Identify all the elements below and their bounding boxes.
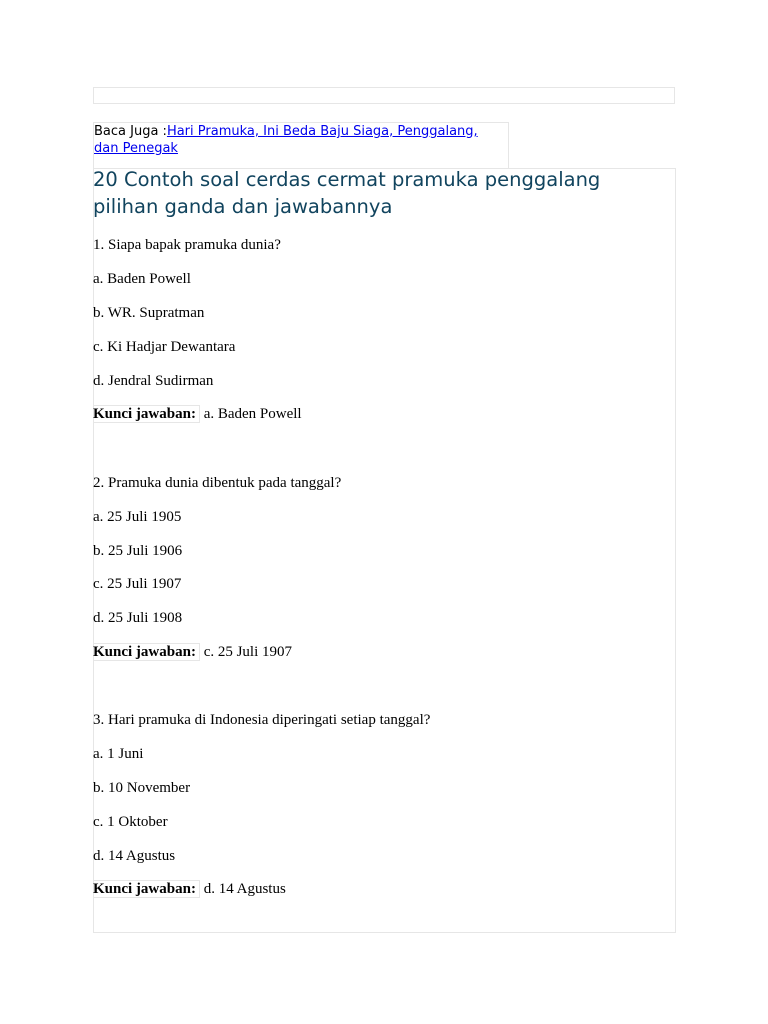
baca-juga-box [93, 122, 509, 168]
question-1: 1. Siapa bapak pramuka dunia? [93, 237, 281, 253]
answer-key-label: Kunci jawaban: [93, 880, 200, 898]
answer-value: a. Baden Powell [203, 406, 302, 422]
question-1-answer [93, 405, 302, 423]
question-1-option-d: d. Jendral Sudirman [93, 373, 214, 389]
question-3-option-d: d. 14 Agustus [93, 848, 176, 864]
question-1-option-b: b. WR. Supratman [93, 305, 205, 321]
article-title: 20 Contoh soal cerdas cermat pramuka penggalang pilihan ganda dan jawabannya [93, 168, 601, 218]
baca-juga-link-line2: dan Penegak [94, 141, 178, 156]
question-2-option-c: c. 25 Juli 1907 [93, 576, 182, 592]
question-2-option-a: a. 25 Juli 1905 [93, 509, 182, 525]
question-3-option-c: c. 1 Oktober [93, 814, 168, 830]
question-3-option-a: a. 1 Juni [93, 746, 144, 762]
baca-juga-text [94, 123, 506, 157]
top-empty-frame [93, 87, 675, 104]
answer-key-label: Kunci jawaban: [93, 643, 200, 661]
baca-juga-prefix: Baca Juga : [94, 124, 167, 139]
answer-value: d. 14 Agustus [203, 881, 286, 897]
question-2-answer [93, 643, 292, 661]
question-2-option-d: d. 25 Juli 1908 [93, 610, 183, 626]
question-3-answer [93, 880, 286, 898]
question-3-option-b: b. 10 November [93, 780, 191, 796]
question-2: 2. Pramuka dunia dibentuk pada tanggal? [93, 475, 342, 491]
answer-value: c. 25 Juli 1907 [203, 644, 293, 660]
question-1-option-c: c. Ki Hadjar Dewantara [93, 339, 236, 355]
question-3: 3. Hari pramuka di Indonesia diperingati setiap tanggal? [93, 712, 431, 728]
question-1-option-a: a. Baden Powell [93, 271, 191, 287]
baca-juga-link-line1: Hari Pramuka, Ini Beda Baju Siaga, Penggalang, [166, 124, 478, 139]
question-2-option-b: b. 25 Juli 1906 [93, 543, 183, 559]
answer-key-label: Kunci jawaban: [93, 405, 200, 423]
